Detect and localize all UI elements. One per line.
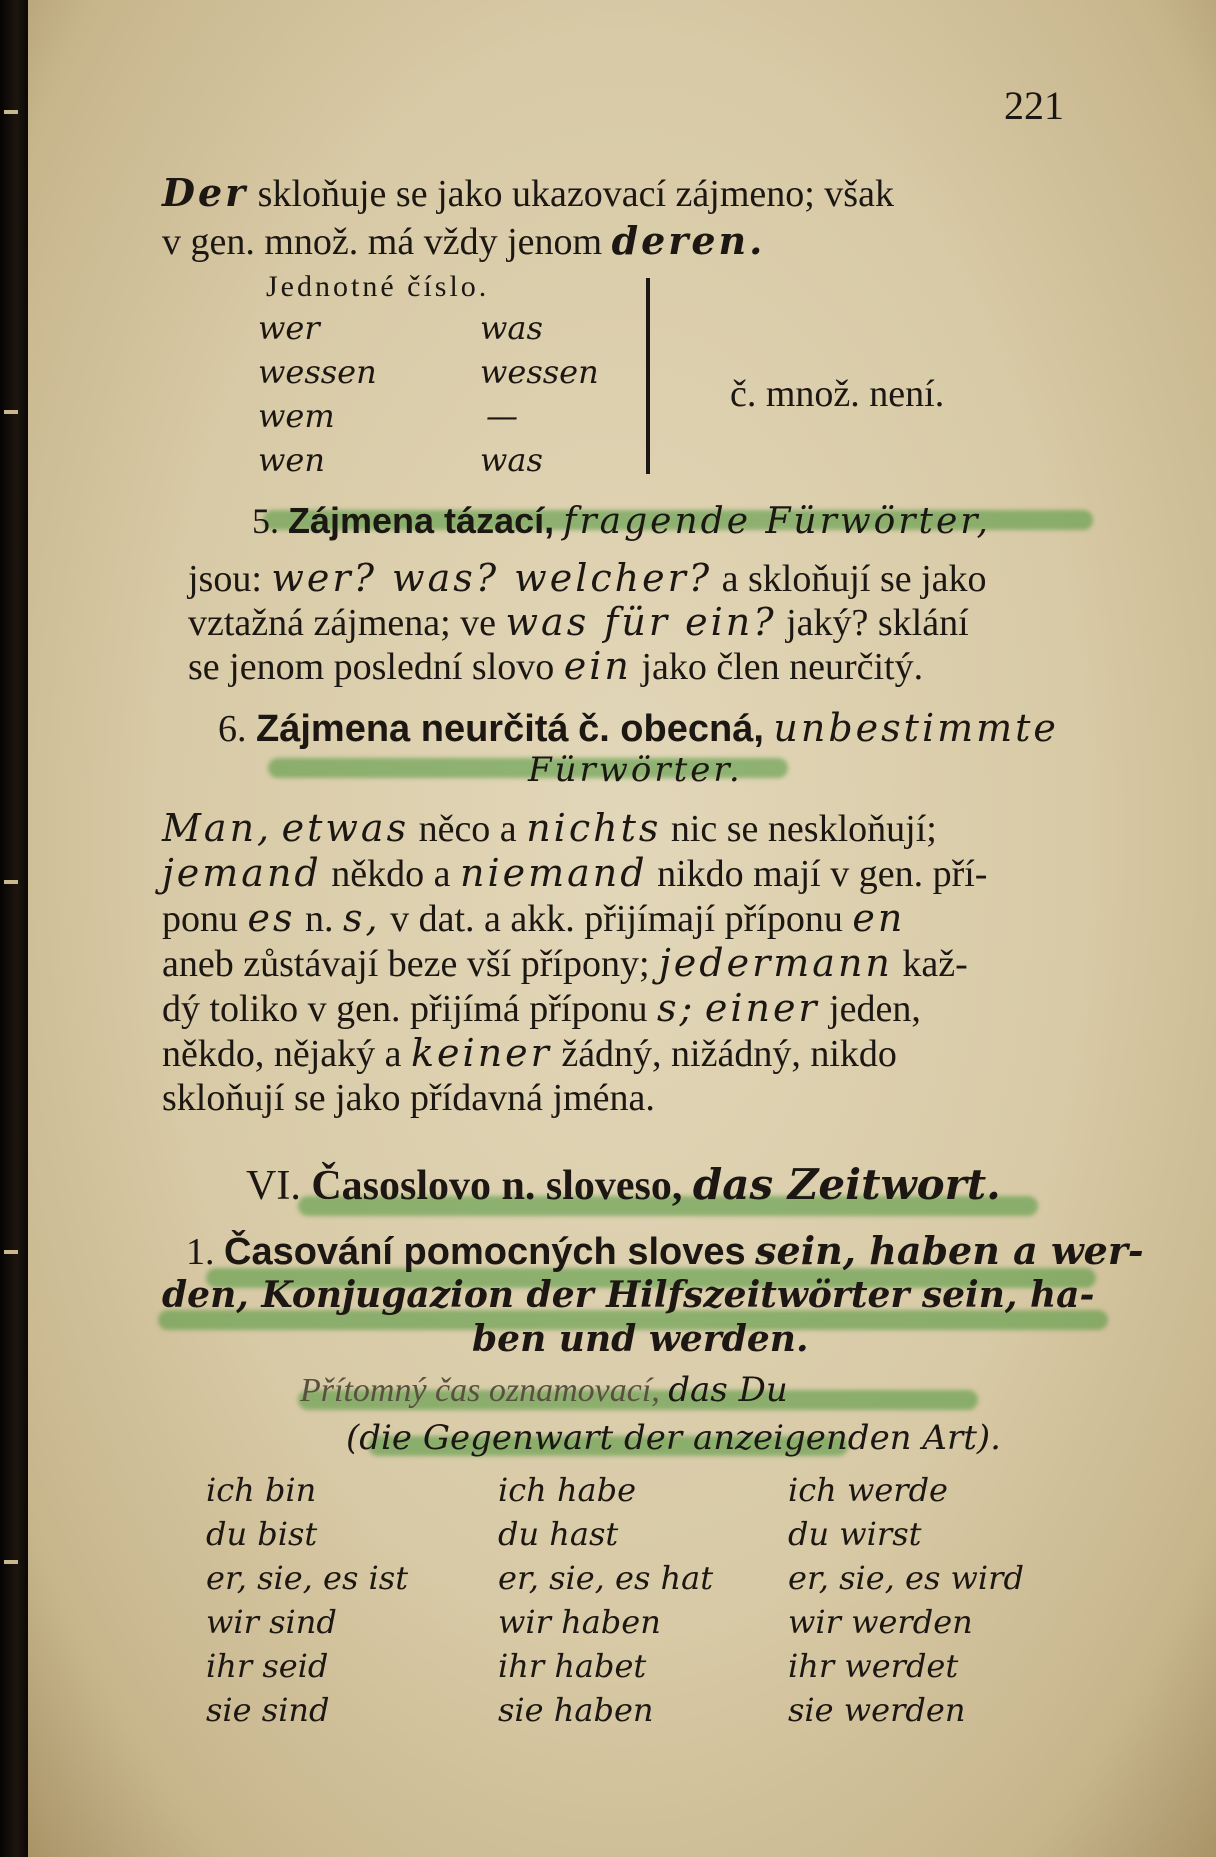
binding-mark — [4, 880, 18, 884]
text: n. — [295, 898, 343, 940]
chapter-title: Časoslovo n. sloveso, — [311, 1163, 683, 1209]
book-binding — [0, 0, 28, 1857]
s6-line — [162, 941, 987, 986]
text: skloňují se jako přídavná jména. — [162, 1077, 655, 1119]
german-word: niemand — [460, 851, 648, 895]
s5-line-1 — [188, 556, 987, 601]
conjugation-column-sein — [206, 1468, 408, 1732]
conjugation-column-werden — [788, 1468, 1024, 1732]
conjugation-form: wir haben — [498, 1603, 661, 1641]
intro-line-2 — [162, 218, 765, 264]
german-word: Der — [162, 170, 249, 215]
section-5-heading — [252, 500, 991, 542]
section-number: 6. — [218, 708, 247, 750]
page-number: 221 — [1004, 83, 1064, 128]
text: někdo a — [321, 853, 460, 895]
german-term: sein, haben a wer- — [755, 1228, 1144, 1273]
s5-line-2 — [188, 600, 969, 645]
text: jaký? sklání — [786, 602, 969, 644]
tense-subtitle: (die Gegenwart der anzeigenden Art). — [346, 1418, 1001, 1458]
declension-cell: — — [486, 397, 518, 435]
section-6-heading — [218, 706, 1059, 751]
s6-line — [162, 851, 987, 896]
s5-line-3 — [188, 644, 923, 689]
german-term: Fürwörter. — [528, 750, 743, 790]
declension-cell: was — [480, 309, 543, 347]
german-word: Man, — [162, 806, 273, 850]
section-number: 5. — [252, 501, 279, 541]
text: žádný, nižádný, nikdo — [551, 1033, 897, 1075]
conjugation-form: du hast — [498, 1515, 619, 1553]
conjugation-form: er, sie, es hat — [498, 1559, 714, 1597]
conjugation-form: wir sind — [206, 1603, 337, 1641]
plural-note: č. množ. není. — [730, 373, 945, 415]
text: nic se neskloňují; — [661, 808, 937, 850]
text: někdo, nějaký a — [162, 1033, 412, 1075]
binding-mark — [4, 410, 18, 414]
conjugation-heading-line-3: ben und werden. — [472, 1318, 809, 1360]
conjugation-column-haben — [498, 1468, 713, 1732]
binding-mark — [4, 1560, 18, 1564]
text: a skloňují se jako — [721, 558, 987, 600]
conjugation-form: ihr werdet — [788, 1647, 959, 1685]
text: jsou: — [188, 558, 262, 600]
table-divider — [646, 278, 650, 474]
text: se jenom poslední slovo — [188, 646, 555, 688]
declension-col-2 — [480, 306, 599, 482]
conjugation-form: sie haben — [498, 1691, 654, 1729]
conjugation-heading-line-2: den, Konjugazion der Hilfszeitwörter sein, ha- — [162, 1274, 1095, 1316]
text — [272, 808, 282, 850]
chapter-heading — [246, 1160, 1001, 1210]
s6-line — [162, 1076, 987, 1120]
german-word: keiner — [411, 1031, 552, 1075]
section-title: č. obecná, — [578, 708, 764, 750]
binding-mark — [4, 110, 18, 114]
declension-cell: wer — [258, 309, 320, 347]
text: ponu — [162, 898, 248, 940]
conjugation-form: ich habe — [498, 1471, 637, 1509]
text: aneb zůstávají beze vší přípony; — [162, 943, 660, 985]
german-word: jemand — [162, 851, 322, 895]
s6-line — [162, 806, 987, 851]
declension-col-1 — [258, 306, 377, 482]
conjugation-form: du wirst — [788, 1515, 922, 1553]
text — [695, 988, 705, 1030]
german-term: das Zeitwort. — [692, 1160, 1001, 1209]
intro-line-1 — [162, 170, 894, 216]
conjugation-form: sie sind — [206, 1691, 330, 1729]
german-term: das Du — [668, 1370, 788, 1410]
german-word: s, — [343, 896, 381, 940]
german-word: etwas — [281, 806, 410, 850]
german-word: was für ein? — [505, 600, 777, 644]
chapter-number: VI. — [246, 1163, 301, 1209]
declension-cell: wessen — [480, 353, 599, 391]
text: něco a — [409, 808, 527, 850]
german-word: deren. — [611, 218, 766, 263]
tense-title-cz: Přítomný čas oznamovací, — [300, 1372, 660, 1409]
german-word: einer — [704, 986, 820, 1030]
conjugation-form: ihr seid — [206, 1647, 329, 1685]
text: jako člen neurčitý. — [641, 646, 924, 688]
german-word: wer? was? welcher? — [271, 556, 713, 600]
section-title: Časování pomocných sloves — [224, 1231, 746, 1273]
intro-text: skloňuje se jako ukazovací zájmeno; však — [257, 173, 894, 215]
german-word: s; — [657, 986, 696, 1030]
s6-line — [162, 896, 987, 941]
conjugation-form: ihr habet — [498, 1647, 647, 1685]
conjugation-form: ich werde — [788, 1471, 948, 1509]
section-6-body — [162, 806, 987, 1120]
conjugation-form: sie werden — [788, 1691, 966, 1729]
german-term: unbestimmte — [773, 706, 1059, 750]
text: jeden, — [819, 988, 921, 1030]
text: v dat. a akk. přijímají příponu — [380, 898, 853, 940]
section-number: 1. — [186, 1231, 215, 1273]
conjugation-form: wir werden — [788, 1603, 973, 1641]
german-word: en — [852, 896, 906, 940]
declension-cell: wen — [258, 441, 325, 479]
german-word: jedermann — [659, 941, 893, 985]
binding-mark — [4, 1250, 18, 1254]
conjugation-form: er, sie, es wird — [788, 1559, 1024, 1597]
german-word: es — [247, 896, 296, 940]
conjugation-form: er, sie, es ist — [206, 1559, 409, 1597]
s6-line — [162, 1031, 987, 1076]
conjugation-heading-line-1 — [186, 1228, 1144, 1274]
conjugation-form: du bist — [206, 1515, 318, 1553]
section-title: Zájmena tázací, — [288, 500, 555, 541]
text: dý toliko v gen. přijímá příponu — [162, 988, 658, 1030]
intro-text: v gen. množ. má vždy jenom — [162, 221, 603, 263]
book-page — [28, 0, 1216, 1857]
section-title: Zájmena neurčitá — [256, 708, 569, 750]
german-word: nichts — [526, 806, 662, 850]
declension-cell: wem — [258, 397, 335, 435]
german-word: ein — [563, 644, 632, 688]
tense-title — [300, 1370, 788, 1410]
german-term: fragende Fürwörter, — [563, 501, 991, 542]
declension-cell: wessen — [258, 353, 377, 391]
conjugation-form: ich bin — [206, 1471, 317, 1509]
declension-heading: Jednotné číslo. — [266, 270, 490, 303]
text: vztažná zájmena; ve — [188, 602, 497, 644]
text: nikdo mají v gen. pří- — [647, 853, 988, 895]
text: kaž- — [892, 943, 968, 985]
declension-cell: was — [480, 441, 543, 479]
s6-line — [162, 986, 987, 1031]
